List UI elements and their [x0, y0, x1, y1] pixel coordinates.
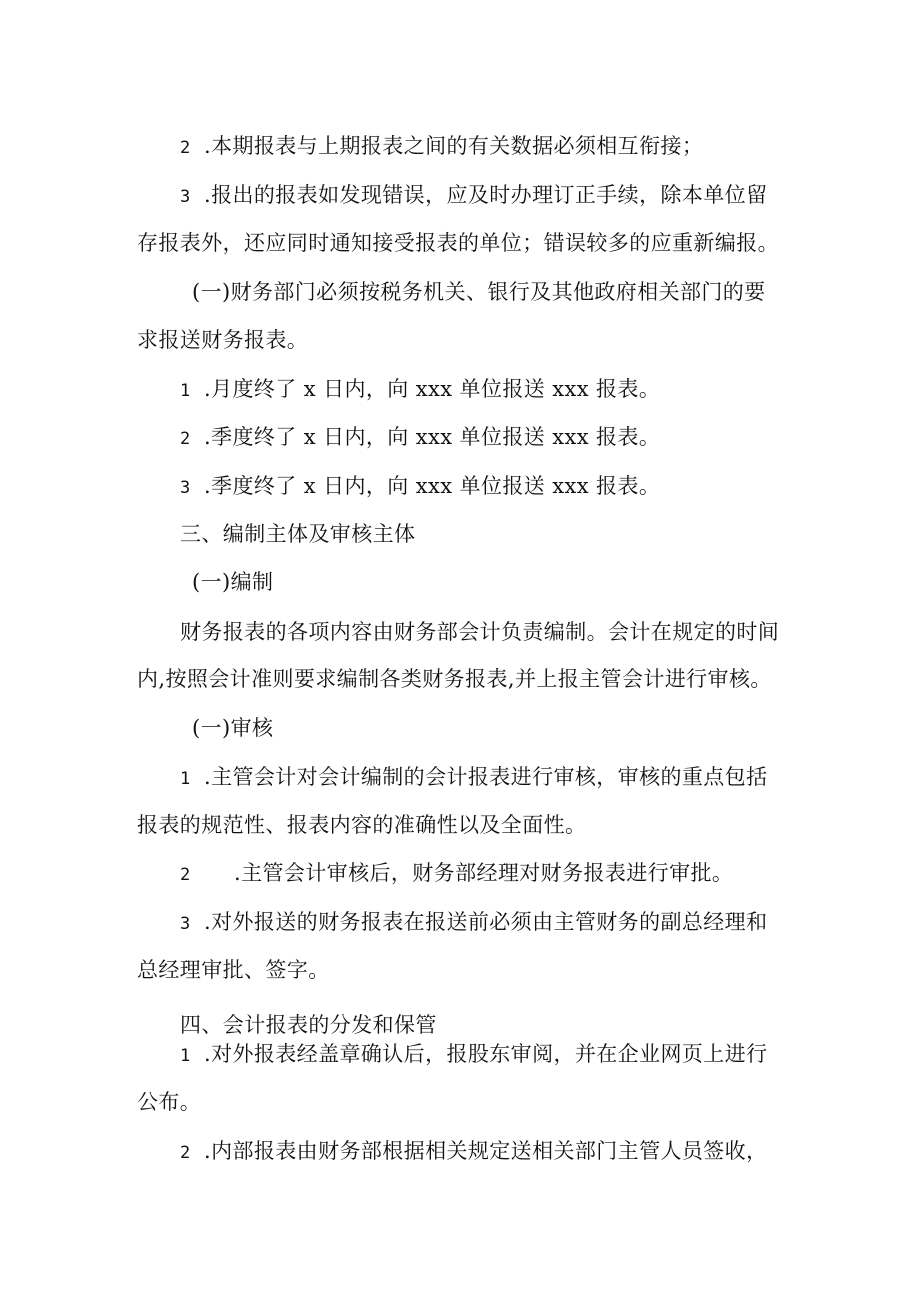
paragraph-line — [180, 1136, 767, 1168]
line-text: .月度终了 x 日内，向 xxx 单位报送 xxx 报表。 — [204, 377, 661, 401]
line-text: 总经理审批、签字。 — [137, 958, 330, 982]
subsection-heading — [192, 713, 273, 743]
section-heading — [180, 1010, 437, 1040]
line-text: .主管会计对会计编制的会计报表进行审核，审核的重点包括 — [204, 765, 768, 789]
line-text: 四、会计报表的分发和保管 — [180, 1013, 437, 1037]
line-text: .主管会计审核后，财务部经理对财务报表进行审批。 — [234, 861, 734, 885]
line-text: 财务报表的各项内容由财务部会计负责编制。会计在规定的时间 — [180, 620, 780, 644]
line-text: .对外报送的财务报表在报送前必须由主管财务的副总经理和 — [204, 910, 768, 934]
paragraph-line — [192, 277, 766, 307]
paragraph-line — [180, 422, 660, 454]
line-text: .季度终了 x 日内，向 xxx 单位报送 xxx 报表。 — [204, 425, 661, 449]
line-text: .季度终了 x 日内，向 xxx 单位报送 xxx 报表。 — [204, 474, 661, 498]
paragraph-line — [137, 1087, 201, 1117]
line-text: 公布。 — [137, 1090, 202, 1114]
paragraph-line — [137, 228, 779, 258]
subsection-heading — [192, 567, 273, 597]
paragraph-line — [137, 325, 308, 355]
item-number: 2 — [180, 138, 191, 158]
item-number: 3 — [180, 187, 191, 207]
line-text: 求报送财务报表。 — [137, 328, 309, 352]
item-number: 1 — [180, 1046, 191, 1066]
item-number: 2 — [180, 429, 191, 449]
item-number: 1 — [180, 381, 191, 401]
item-number: 3 — [180, 478, 191, 498]
line-text: 内,按照会计准则要求编制各类财务报表,并上报主管会计进行审核。 — [137, 667, 772, 691]
item-number: 3 — [180, 914, 191, 934]
line-text: (一)编制 — [192, 570, 274, 594]
paragraph-line — [137, 810, 586, 840]
section-heading — [180, 519, 415, 549]
line-text: 存报表外，还应同时通知接受报表的单位；错误较多的应重新编报。 — [137, 231, 779, 255]
item-number: 1 — [180, 769, 191, 789]
paragraph-line — [180, 617, 779, 647]
paragraph-line — [180, 907, 767, 939]
line-text: (一)财务部门必须按税务机关、银行及其他政府相关部门的要 — [192, 280, 766, 304]
paragraph-line — [180, 131, 703, 163]
paragraph-line — [180, 858, 733, 890]
paragraph-line — [180, 374, 660, 406]
paragraph-line — [180, 1039, 767, 1071]
paragraph-line — [180, 762, 767, 794]
line-text: .对外报表经盖章确认后，报股东审阅，并在企业网页上进行 — [204, 1042, 768, 1066]
item-number: 2 — [180, 865, 191, 885]
line-text: 报表的规范性、报表内容的准确性以及全面性。 — [137, 813, 587, 837]
paragraph-line — [180, 471, 660, 503]
paragraph-line — [180, 180, 767, 212]
line-text: .本期报表与上期报表之间的有关数据必须相互衔接； — [204, 134, 704, 158]
line-text: .内部报表由财务部根据相关规定送相关部门主管人员签收， — [204, 1139, 768, 1163]
paragraph-line — [137, 955, 330, 985]
paragraph-line — [137, 664, 772, 694]
item-number: 2 — [180, 1143, 191, 1163]
line-text: 三、编制主体及审核主体 — [180, 522, 416, 546]
line-text: (一)审核 — [192, 716, 274, 740]
line-text: .报出的报表如发现错误，应及时办理订正手续，除本单位留 — [204, 183, 768, 207]
